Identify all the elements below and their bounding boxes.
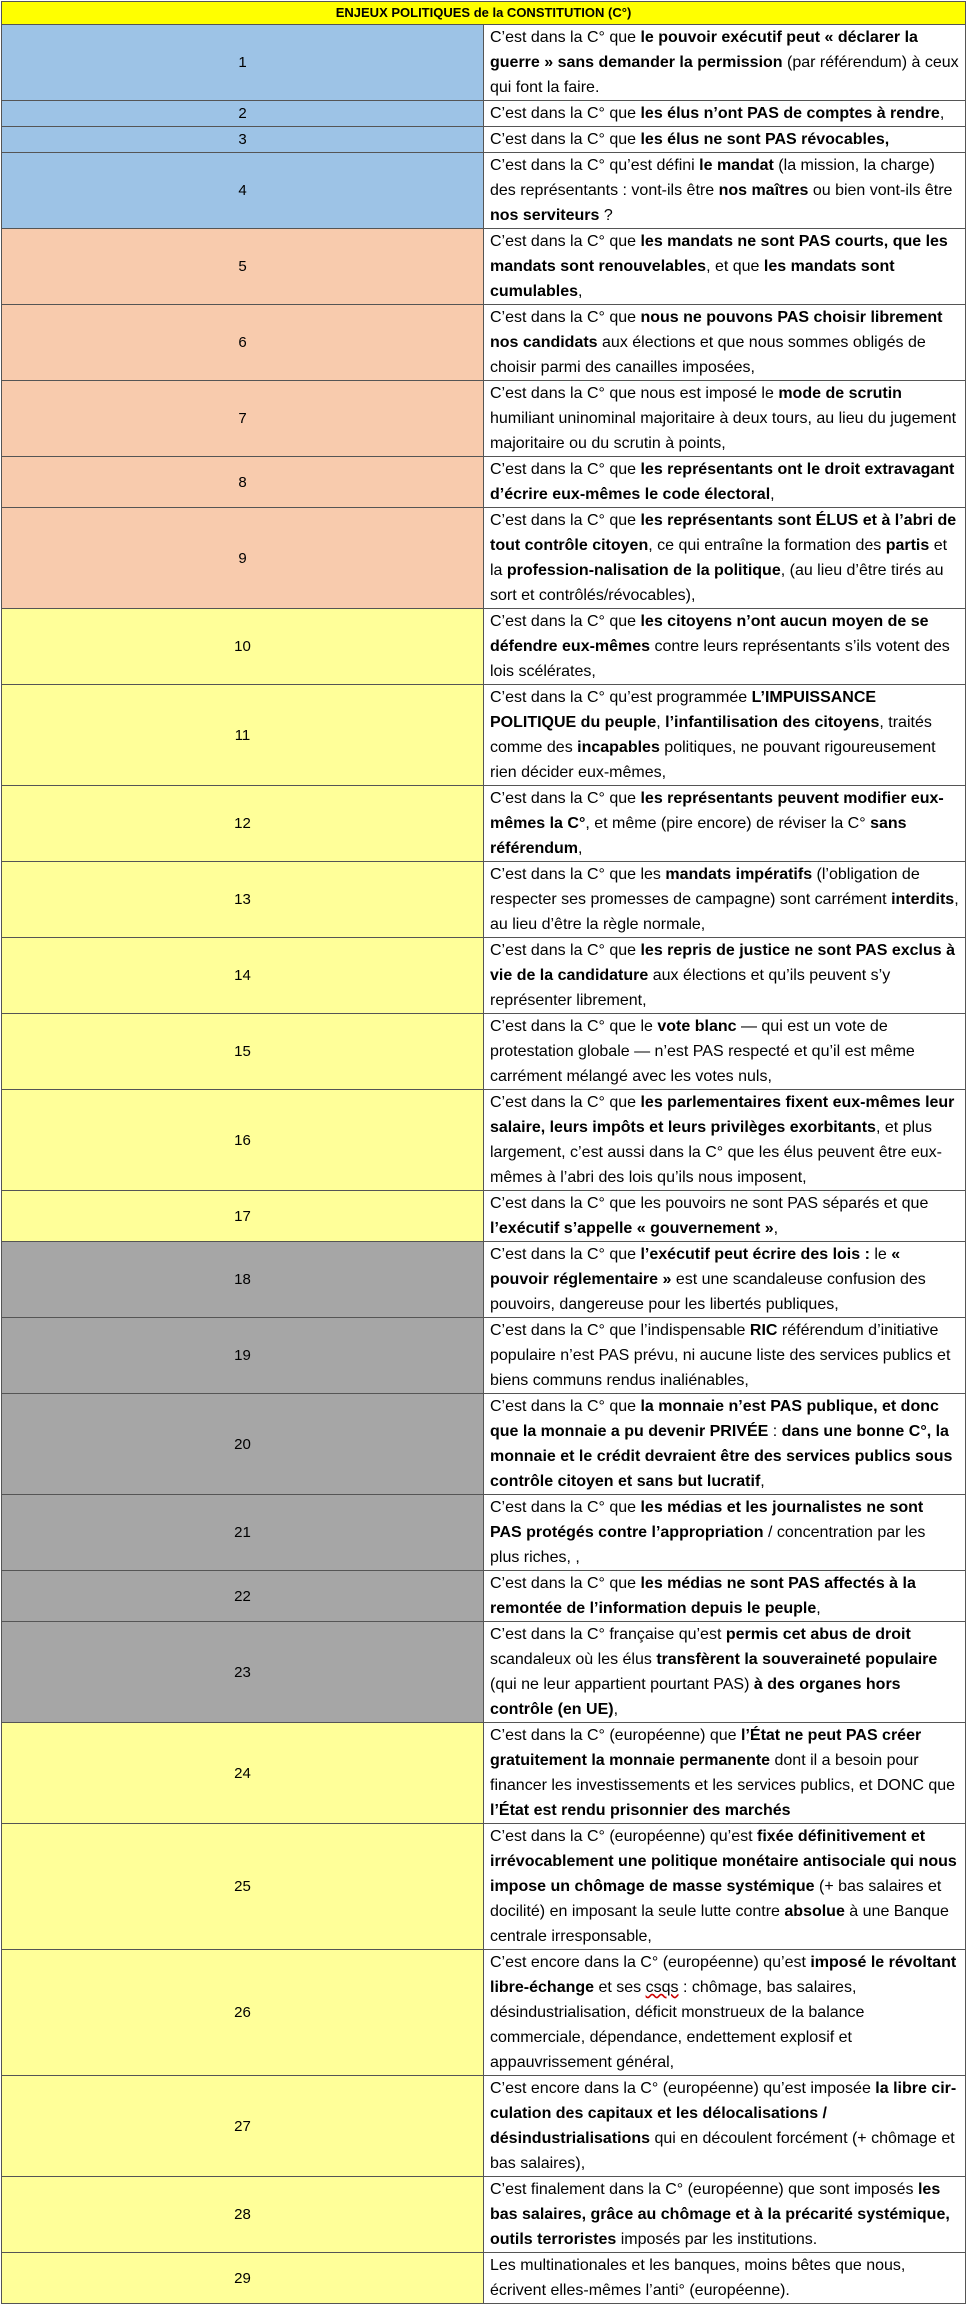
text-segment: politiques, ne pouvant rigoureusement rien décider eux-mêmes, (490, 739, 936, 781)
text-segment: , et plus largement, c’est aussi dans la C° que les élus peuvent être eux-mêmes à l’abri des lois qu’ils nous imposent, (490, 1119, 942, 1186)
row-number: 20 (2, 1394, 484, 1495)
text-segment: à une Banque centrale irresponsable, (490, 1903, 949, 1945)
text-segment: aux élections et que nous sommes obligés de choisir parmi des canailles imposées, (490, 334, 926, 376)
row-number: 12 (2, 786, 484, 862)
text-segment: , (578, 840, 583, 857)
text-segment: imposés par les institutions. (616, 2231, 818, 2248)
row-number: 7 (2, 381, 484, 457)
table-row (2, 457, 966, 508)
bold-text: l’État est rendu prisonnier des marchés (490, 1802, 791, 1819)
text-segment: C’est dans la C° qu’est défini (490, 157, 700, 174)
text-segment: C’est dans la C° que (490, 1094, 641, 1111)
text-segment: , ce qui entraîne la formation des (648, 537, 886, 554)
bold-text: RIC (749, 1322, 778, 1339)
bold-text: mandats impératifs (665, 866, 813, 883)
table-row (2, 25, 966, 101)
row-text (484, 229, 966, 305)
table-row (2, 101, 966, 127)
text-segment: (la mission, la charge) des représentants : vont-ils être (490, 157, 935, 199)
row-text (484, 1950, 966, 2076)
text-segment: C’est dans la C° que les pouvoirs ne sont PAS séparés et que (490, 1195, 929, 1212)
text-segment: C’est encore dans la C° (européenne) qu’est (490, 1954, 811, 1971)
bold-text: les médias et les journalistes ne sont PAS protégés contre l’appropriation (490, 1499, 924, 1541)
text-segment: C’est dans la C° que (490, 131, 641, 148)
bold-text: les représentants sont ÉLUS et à l’abri de tout contrôle citoyen (490, 512, 957, 554)
bold-text: les mandats sont cumulables (490, 258, 895, 300)
bold-text: dans une bonne C°, la monnaie et le crédit devraient être des services publics sous contrôle citoyen et sans but lucratif (490, 1423, 953, 1490)
bold-text: la monnaie n’est PAS publique, et donc que la monnaie a pu devenir PRIVÉE (490, 1398, 939, 1440)
row-text (484, 862, 966, 938)
text-segment: (l’obligation de respecter ses promesses de campagne) sont carrément (490, 866, 920, 908)
row-number: 23 (2, 1622, 484, 1723)
row-text (484, 1723, 966, 1824)
bold-text: les médias ne sont PAS affectés à la remontée de l’information depuis le peuple (490, 1575, 916, 1617)
text-segment: , (939, 105, 945, 122)
table-row (2, 786, 966, 862)
table-row (2, 1495, 966, 1571)
text-segment: , (613, 1701, 619, 1718)
text-segment: C’est dans la C° que (490, 1499, 641, 1516)
text-segment: — qui est un vote de protestation globale — n’est PAS respecté et qu’il est même carrément mélangé avec les votes nuls, (490, 1018, 915, 1085)
table-row (2, 381, 966, 457)
table-row (2, 1723, 966, 1824)
text-segment: , et que (706, 258, 764, 275)
text-segment: C’est dans la C° que (490, 309, 641, 326)
bold-text: nos maîtres (718, 182, 809, 199)
table-row (2, 938, 966, 1014)
row-number: 14 (2, 938, 484, 1014)
row-number: 25 (2, 1824, 484, 1950)
row-text (484, 1242, 966, 1318)
bold-text: l’État ne peut PAS créer gratuitement la monnaie permanente (490, 1727, 922, 1769)
row-text (484, 1824, 966, 1950)
bold-text: absolue (784, 1903, 845, 1920)
bold-text: nos serviteurs (490, 207, 600, 224)
text-segment: le (869, 1246, 892, 1263)
text-segment: C’est dans la C° que le (490, 1018, 658, 1035)
bold-text: imposé le révoltant libre-échange (490, 1954, 957, 1996)
spellcheck-text: csqs (645, 1979, 679, 1996)
header-row (2, 2, 966, 25)
text-segment: , (773, 1220, 779, 1237)
bold-text: vote blanc (657, 1018, 737, 1035)
row-number: 22 (2, 1571, 484, 1622)
table-row (2, 1824, 966, 1950)
row-text (484, 2253, 966, 2304)
constitution-table (1, 1, 966, 2304)
row-text (484, 381, 966, 457)
bold-text: le pouvoir exécutif peut « déclarer la guerre » sans demander la permission (490, 29, 918, 71)
text-segment: C’est dans la C° que (490, 512, 641, 529)
bold-text: profession-nalisation de la politique (506, 562, 781, 579)
text-segment: scandaleux où les élus (490, 1651, 657, 1668)
row-text (484, 1394, 966, 1495)
text-segment: ? (599, 207, 613, 224)
bold-text: incapables (577, 739, 660, 756)
text-segment: C’est dans la C° que (490, 29, 641, 46)
row-number: 9 (2, 508, 484, 609)
text-segment: / concentration par les plus riches, , (490, 1524, 926, 1566)
text-segment: C’est dans la C° que (490, 790, 641, 807)
text-segment: C’est dans la C° que (490, 233, 641, 250)
row-text (484, 2076, 966, 2177)
row-number: 26 (2, 1950, 484, 2076)
table-row (2, 153, 966, 229)
row-number: 11 (2, 685, 484, 786)
text-segment: C’est dans la C° que (490, 1575, 641, 1592)
table-row (2, 2177, 966, 2253)
text-segment: dont il a besoin pour financer les investissements et les services publics, et DONC que (490, 1752, 956, 1794)
text-segment: contre leurs représentants s’ils votent des lois scélérates, (490, 638, 950, 680)
text-segment: (+ bas salaires et docilité) en imposant la seule lutte contre (490, 1878, 942, 1920)
row-text (484, 1571, 966, 1622)
text-segment: C’est encore dans la C° (européenne) qu’est imposée (490, 2080, 876, 2097)
row-number: 27 (2, 2076, 484, 2177)
row-text (484, 101, 966, 127)
text-segment: C’est dans la C° que (490, 1398, 641, 1415)
table-row (2, 229, 966, 305)
text-segment: C’est dans la C° française qu’est (490, 1626, 726, 1643)
row-text (484, 1090, 966, 1191)
text-segment: C’est dans la C° que (490, 942, 641, 959)
text-segment: Les multinationales et les banques, moins bêtes que nous, écrivent elles-mêmes l’anti° (européenne). (490, 2257, 906, 2299)
table-title: ENJEUX POLITIQUES de la CONSTITUTION (C°) (2, 2, 966, 25)
row-text (484, 1622, 966, 1723)
bold-text: à des organes hors contrôle (en UE) (490, 1676, 901, 1718)
bold-text: les représentants ont le droit extravagant d’écrire eux-mêmes le code électoral (490, 461, 955, 503)
bold-text: l’exécutif s’appelle « gouvernement » (490, 1220, 774, 1237)
row-number: 29 (2, 2253, 484, 2304)
bold-text: partis (885, 537, 930, 554)
row-number: 2 (2, 101, 484, 127)
text-segment: , (816, 1600, 821, 1617)
row-number: 5 (2, 229, 484, 305)
row-number: 15 (2, 1014, 484, 1090)
text-segment: (par référendum) à ceux qui font la faire. (490, 54, 959, 96)
row-text (484, 457, 966, 508)
row-text (484, 153, 966, 229)
text-segment: C’est dans la C° que les (490, 866, 666, 883)
bold-text: L’IMPUISSANCE POLITIQUE du peuple (490, 689, 877, 731)
row-number: 17 (2, 1191, 484, 1242)
table-row (2, 1950, 966, 2076)
text-segment: , (770, 486, 775, 503)
bold-text: le mandat (699, 157, 774, 174)
row-number: 24 (2, 1723, 484, 1824)
bold-text: sans référendum (490, 815, 907, 857)
text-segment: et ses (594, 1979, 646, 1996)
bold-text: « pouvoir réglementaire » (490, 1246, 901, 1288)
text-segment: humiliant uninominal majoritaire à deux tours, au lieu du jugement majoritaire ou du scrutin à points, (490, 410, 957, 452)
bold-text: nous ne pouvons PAS choisir librement nos candidats (490, 309, 943, 351)
row-number: 6 (2, 305, 484, 381)
row-text (484, 786, 966, 862)
row-number: 18 (2, 1242, 484, 1318)
row-number: 10 (2, 609, 484, 685)
bold-text: les représentants peuvent modifier eux-mêmes la C° (490, 790, 944, 832)
row-text (484, 1495, 966, 1571)
text-segment: , (760, 1473, 765, 1490)
text-segment: , au lieu d’être la règle normale, (490, 891, 959, 933)
bold-text: fixée définitivement et irrévocablement une politique monétaire antisociale qui nous impose un chômage de masse systémique (490, 1828, 957, 1895)
row-text (484, 25, 966, 101)
bold-text: permis cet abus de droit (725, 1626, 911, 1643)
table-row (2, 1191, 966, 1242)
bold-text: les citoyens n’ont aucun moyen de se défendre eux-mêmes (490, 613, 929, 655)
text-segment: C’est dans la C° (européenne) qu’est (490, 1828, 757, 1845)
row-number: 16 (2, 1090, 484, 1191)
bold-text: les repris de justice ne sont PAS exclus à vie de la candidature (490, 942, 955, 984)
text-segment: C’est dans la C° que l’indispensable (490, 1322, 750, 1339)
text-segment: C’est dans la C° (européenne) que (490, 1727, 741, 1744)
row-text (484, 1014, 966, 1090)
row-text (484, 609, 966, 685)
row-text (484, 1191, 966, 1242)
table-body (2, 2, 966, 2304)
row-number: 4 (2, 153, 484, 229)
text-segment: C’est dans la C° qu’est programmée (490, 689, 752, 706)
text-segment: C’est dans la C° que (490, 105, 641, 122)
text-segment: , (578, 283, 583, 300)
text-segment: : (768, 1423, 782, 1440)
text-segment: : chômage, bas salaires, désindustrialisation, déficit monstrueux de la balance commerciale, dépendance, endettement explosif et appauvrissement général, (490, 1979, 865, 2071)
table-row (2, 1318, 966, 1394)
bold-text: les mandats ne sont PAS courts, que les mandats sont renouvelables (490, 233, 948, 275)
bold-text: les élus ne sont PAS révocables, (640, 131, 890, 148)
text-segment: aux élections et qu’ils peuvent s’y représenter librement, (490, 967, 891, 1009)
table-row (2, 508, 966, 609)
table-row (2, 862, 966, 938)
row-text (484, 508, 966, 609)
bold-text: l’exécutif peut écrire des lois : (640, 1246, 870, 1263)
text-segment: et la (490, 537, 948, 579)
table-row (2, 1090, 966, 1191)
text-segment: (qui ne leur appartient pourtant PAS) (490, 1676, 754, 1693)
row-number: 19 (2, 1318, 484, 1394)
text-segment: , (au lieu d’être tirés au sort et contrôlés/révocables), (490, 562, 944, 604)
table-row (2, 1394, 966, 1495)
row-text (484, 1318, 966, 1394)
bold-text: la libre cir-culation des capitaux et les délocalisations / désindustrialisations (490, 2080, 957, 2147)
text-segment: , (656, 714, 666, 731)
bold-text: mode de scrutin (778, 385, 902, 402)
bold-text: l’infantilisation des citoyens (665, 714, 880, 731)
row-number: 13 (2, 862, 484, 938)
row-text (484, 2177, 966, 2253)
table-row (2, 127, 966, 153)
bold-text: transfèrent la souveraineté populaire (656, 1651, 938, 1668)
table-row (2, 2253, 966, 2304)
row-number: 8 (2, 457, 484, 508)
row-number: 1 (2, 25, 484, 101)
table-row (2, 1242, 966, 1318)
text-segment: C’est dans la C° que (490, 613, 641, 630)
row-text (484, 938, 966, 1014)
row-number: 28 (2, 2177, 484, 2253)
row-number: 3 (2, 127, 484, 153)
table-row (2, 305, 966, 381)
bold-text: les bas salaires, grâce au chômage et à la précarité systémique, outils terroristes (490, 2181, 950, 2248)
bold-text: les élus n’ont PAS de comptes à rendre (640, 105, 940, 122)
row-number: 21 (2, 1495, 484, 1571)
row-text (484, 685, 966, 786)
text-segment: C’est dans la C° que (490, 461, 641, 478)
text-segment: , et même (pire encore) de réviser la C° (585, 815, 871, 832)
text-segment: C’est finalement dans la C° (européenne) que sont imposés (490, 2181, 918, 2198)
table-row (2, 2076, 966, 2177)
text-segment: référendum d’initiative populaire n’est PAS prévu, ni aucune liste des services publics et biens communs rendus inaliénables, (490, 1322, 951, 1389)
text-segment: est une scandaleuse confusion des pouvoirs, dangereuse pour les libertés publiques, (490, 1271, 926, 1313)
bold-text: interdits (891, 891, 955, 908)
table-row (2, 1014, 966, 1090)
table-row (2, 1571, 966, 1622)
text-segment: qui en découlent forcément (+ chômage et bas salaires), (490, 2130, 955, 2172)
text-segment: , traités comme des (490, 714, 932, 756)
row-text (484, 127, 966, 153)
text-segment: C’est dans la C° que (490, 1246, 641, 1263)
table-row (2, 685, 966, 786)
row-text (484, 305, 966, 381)
table-row (2, 609, 966, 685)
table-row (2, 1622, 966, 1723)
bold-text: les parlementaires fixent eux-mêmes leur salaire, leurs impôts et leurs privilèges exorbitants (490, 1094, 955, 1136)
text-segment: ou bien vont-ils être (808, 182, 953, 199)
text-segment: C’est dans la C° que nous est imposé le (490, 385, 779, 402)
